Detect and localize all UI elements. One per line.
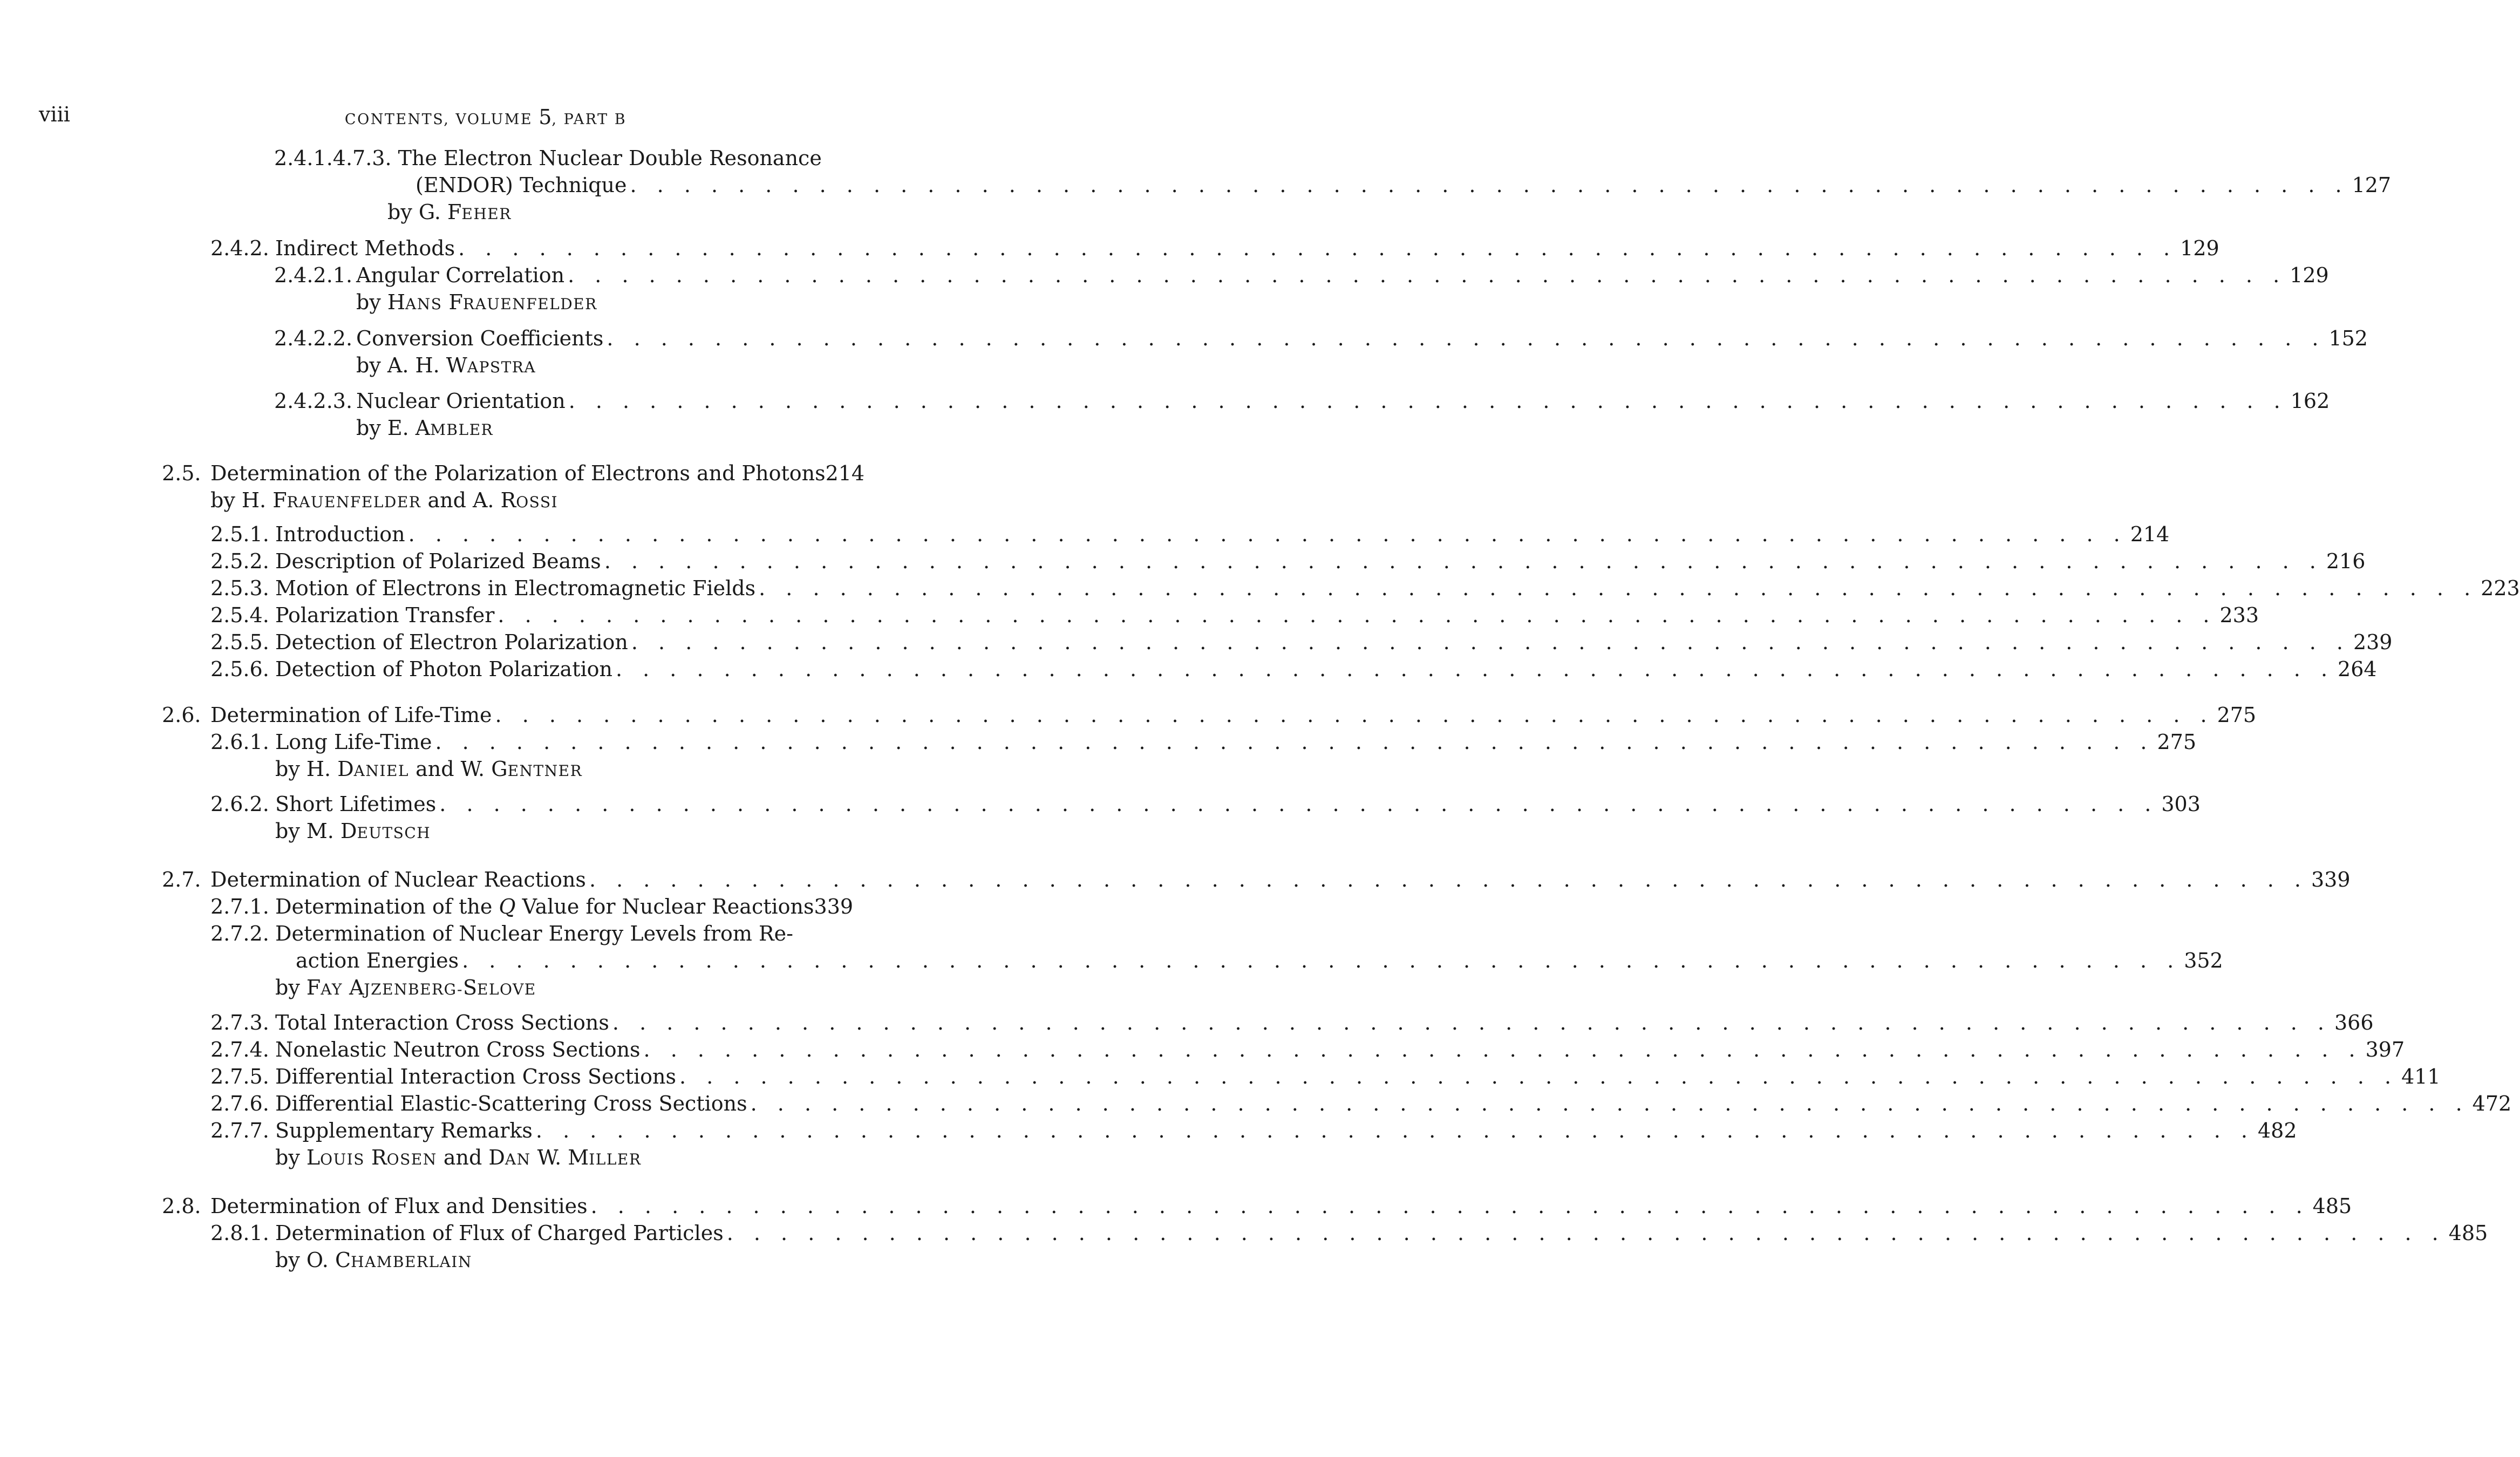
running-head-pre: CONTENTS, VOLUME <box>344 111 533 128</box>
leader-dots <box>759 575 2477 602</box>
page-number: 397 <box>2365 1038 2405 1061</box>
toc-entry-2-6-1: 2.6.1. Long Life-Time . . . 275 <box>210 729 831 755</box>
leader-dots <box>679 1063 2398 1090</box>
toc-entry-2-7: 2.7. Determination of Nuclear Reactions . . . 339 <box>162 866 831 893</box>
page-number: 339 <box>814 895 854 918</box>
toc-entry-2-4-2-3: 2.4.2.3. Nuclear Orientation . . . 162 <box>274 387 831 414</box>
leader-dots <box>458 235 2177 262</box>
page-number: 223 <box>2481 576 2520 600</box>
page-number: 352 <box>2184 949 2223 972</box>
page-number: 214 <box>2130 522 2170 546</box>
toc-entry-2-7-3: 2.7.3. Total Interaction Cross Sections . . . 366 <box>210 1009 831 1036</box>
author-line: by O. CHAMBERLAIN <box>275 1248 472 1272</box>
toc-entry-2-8-1: 2.8.1. Determination of Flux of Charged Particles . . . 485 <box>210 1220 831 1247</box>
toc-entry-2-6: 2.6. Determination of Life-Time . . . 275 <box>162 702 831 729</box>
leader-dots <box>568 262 2286 289</box>
author-line: by LOUIS ROSEN and DAN W. MILLER <box>275 1146 642 1169</box>
page-number: 129 <box>2290 263 2329 287</box>
leader-dots <box>408 521 2127 548</box>
page-number: 214 <box>825 461 865 485</box>
leader-dots <box>439 791 2158 818</box>
folio: viii <box>39 103 70 126</box>
leader-dots <box>589 866 2308 893</box>
author-line: by E. AMBLER <box>356 416 494 440</box>
toc-entry-2-5: 2.5. Determination of the Polarization of Electrons and Photons 214 <box>162 460 831 487</box>
toc-entry-2-5-6: 2.5.6. Detection of Photon Polarization . . . 264 <box>210 656 831 683</box>
toc-entry-2-5-2: 2.5.2. Description of Polarized Beams . . . 216 <box>210 548 831 575</box>
author-line: by A. H. WAPSTRA <box>356 353 536 377</box>
toc-entry-2-7-6: 2.7.6. Differential Elastic-Scattering Cross Sections . . . 472 <box>210 1090 831 1117</box>
leader-dots <box>498 602 2216 629</box>
page-number: 485 <box>2312 1194 2352 1218</box>
leader-dots <box>495 702 2214 729</box>
page-number: 411 <box>2401 1065 2441 1088</box>
author-line: by FAY AJZENBERG-SELOVE <box>275 976 536 999</box>
page-number: 275 <box>2217 703 2257 727</box>
leader-dots <box>751 1090 2469 1117</box>
page-number: 485 <box>2448 1221 2488 1245</box>
leader-dots <box>536 1117 2255 1144</box>
author-line: by G. FEHER <box>387 200 512 224</box>
toc-entry-2-4-2-2: 2.4.2.2. Conversion Coefficients . . . 152 <box>274 325 831 352</box>
leader-dots <box>616 656 2334 683</box>
page-number: 233 <box>2219 603 2259 627</box>
leader-dots <box>631 629 2350 656</box>
author-line: by H. DANIEL and W. GENTNER <box>275 757 583 781</box>
page-number: 303 <box>2161 792 2201 816</box>
toc-entry-2-5-4: 2.5.4. Polarization Transfer . . . 233 <box>210 602 831 629</box>
leader-dots <box>607 325 2325 352</box>
leader-dots <box>630 172 2349 199</box>
toc-entry-2-5-5: 2.5.5. Detection of Electron Polarization . . . 239 <box>210 629 831 656</box>
toc-entry-2-7-2-line1: 2.7.2. Determination of Nuclear Energy Levels from Re- <box>210 922 793 945</box>
page-number: 482 <box>2257 1119 2297 1142</box>
running-head: CONTENTS, VOLUME 5, PART B <box>344 105 627 129</box>
toc-entry-2-8: 2.8. Determination of Flux and Densities . . . 485 <box>162 1193 831 1220</box>
toc-entry-2-7-4: 2.7.4. Nonelastic Neutron Cross Sections . . . 397 <box>210 1036 831 1063</box>
page-number: 129 <box>2180 236 2219 260</box>
page-number: 339 <box>2311 868 2351 891</box>
toc-entry-2-5-1: 2.5.1. Introduction . . . 214 <box>210 521 831 548</box>
toc-entry-2-7-5: 2.7.5. Differential Interaction Cross Sections . . . 411 <box>210 1063 831 1090</box>
leader-dots <box>644 1036 2362 1063</box>
running-head-post: PART B <box>563 111 627 128</box>
page-number: 127 <box>2352 173 2392 197</box>
page-number: 275 <box>2157 730 2197 754</box>
running-head-volume-number: 5 <box>539 105 552 129</box>
leader-dots <box>462 947 2181 974</box>
leader-dots <box>604 548 2323 575</box>
author-line: by M. DEUTSCH <box>275 819 431 843</box>
page-number: 264 <box>2338 657 2377 681</box>
leader-dots <box>612 1009 2331 1036</box>
toc-entry-2-4-1-4-7-3-line1: 2.4.1.4.7.3. The Electron Nuclear Double Resonance <box>274 146 822 170</box>
toc-entry-2-6-2: 2.6.2. Short Lifetimes . . . 303 <box>210 791 831 818</box>
leader-dots <box>569 387 2287 414</box>
page-number: 239 <box>2353 630 2393 654</box>
toc-entry-2-4-2-1: 2.4.2.1. Angular Correlation . . . 129 <box>274 262 831 289</box>
toc-entry-2-7-1: 2.7.1. Determination of the Q Value for Nuclear Reactions 339 <box>210 893 831 920</box>
toc-entry-2-5-3: 2.5.3. Motion of Electrons in Electromagnetic Fields . . . 223 <box>210 575 831 602</box>
page-number: 366 <box>2334 1011 2374 1034</box>
toc-entry-2-4-2: 2.4.2. Indirect Methods . . . 129 <box>210 235 831 262</box>
toc-entry-2-7-7: 2.7.7. Supplementary Remarks . . . 482 <box>210 1117 831 1144</box>
leader-dots <box>727 1220 2446 1247</box>
page-number: 152 <box>2328 326 2368 350</box>
page-number: 216 <box>2326 549 2366 573</box>
toc-entry-2-7-2: action Energies . . . 352 <box>296 947 831 974</box>
author-line: by HANS FRAUENFELDER <box>356 290 597 314</box>
page-number: 162 <box>2290 389 2330 413</box>
page-number: 472 <box>2472 1092 2512 1115</box>
author-line: by H. FRAUENFELDER and A. ROSSI <box>210 488 559 512</box>
leader-dots <box>591 1193 2310 1220</box>
toc-entry-2-4-1-4-7-3: (ENDOR) Technique . . . 127 <box>416 172 831 199</box>
leader-dots <box>435 729 2154 755</box>
